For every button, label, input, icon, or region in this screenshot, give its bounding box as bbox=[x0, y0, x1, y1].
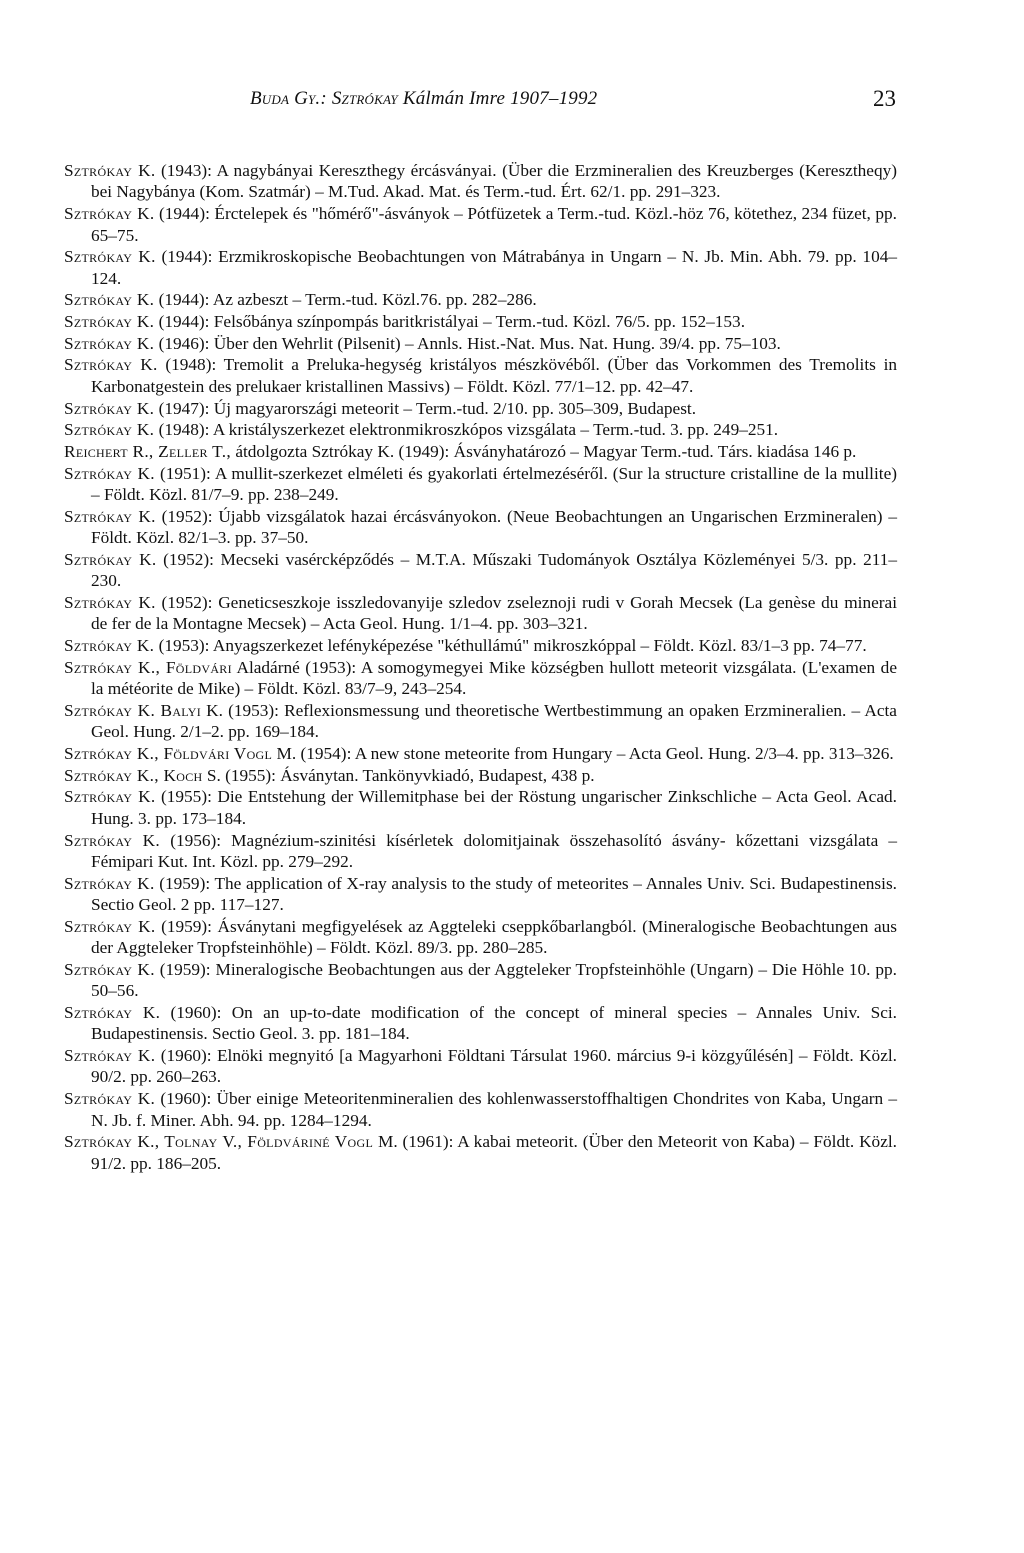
reference-entry bbox=[64, 959, 897, 1002]
reference-entry bbox=[64, 419, 897, 440]
reference-entry bbox=[64, 786, 897, 829]
reference-entry bbox=[64, 289, 897, 310]
reference-entry bbox=[64, 592, 897, 635]
reference-author: Sztrókay K. bbox=[64, 355, 158, 375]
reference-entry bbox=[64, 765, 897, 786]
reference-list bbox=[64, 160, 897, 1174]
reference-author: Sztrókay K. bbox=[64, 161, 156, 180]
reference-text: (1960): Über einige Meteoritenmineralien des kohlenwasserstoffhaltigen Chondrites von Kaba, Ungarn – N. Jb. f. Miner. Abh. 94. pp. 1284–1294. bbox=[91, 1089, 897, 1130]
reference-entry bbox=[64, 398, 897, 419]
reference-text: (1960): Elnöki megnyitó [a Magyarhoni Földtani Társulat 1960. március 9-i közgyűlésén] – Földt. Közl. 90/2. pp. 260–263. bbox=[91, 1046, 897, 1087]
reference-text: (1959): Ásványtani megfigyelések az Aggteleki cseppkőbarlangból. (Mineralogische Beobachtungen aus der Aggteleker Tropfsteinhöhle) – Földt. Közl. 89/3. pp. 280–285. bbox=[91, 916, 897, 958]
reference-author: Sztrókay K., Földvári bbox=[64, 657, 232, 677]
reference-entry bbox=[64, 1045, 897, 1088]
reference-entry bbox=[64, 441, 897, 462]
reference-text: (1952): Mecseki vasércképződés – M.T.A. Műszaki Tudományok Osztálya Közleményei 5/3. pp. 211–230. bbox=[91, 549, 897, 591]
reference-text: (1943): A nagybányai Kereszthegy ércásványai. (Über die Erzmineralien des Kreuzberges (Keresztheqy) bei Nagybánya (Kom. Szatmár) – M.Tud. Akad. Mat. és Term.-tud. Ért. 62/1. pp. 291–323. bbox=[91, 161, 897, 202]
reference-entry bbox=[64, 549, 897, 592]
reference-entry bbox=[64, 743, 897, 764]
reference-text: átdolgozta Sztrókay K. (1949): Ásványhatározó – Magyar Term.-tud. Társ. kiadása 146 p. bbox=[235, 441, 857, 461]
reference-author: Sztrókay K. bbox=[64, 959, 155, 979]
reference-author: Sztrókay K., Koch bbox=[64, 765, 203, 785]
reference-author: Sztrókay K. bbox=[64, 204, 155, 224]
reference-text: (1956): Magnézium-szinitési kísérletek dolomitjainak összehasolító ásvány- kőzettani vizsgálata – Fémipari Kut. Int. Közl. pp. 279–292. bbox=[91, 830, 898, 871]
reference-text: (1944): Erzmikroskopische Beobachtungen von Mátrabánya in Ungarn – N. Jb. Min. Abh. 79. pp. 104–124. bbox=[91, 247, 897, 288]
reference-author: Sztrókay K. bbox=[64, 787, 156, 807]
reference-text: (1947): Új magyarországi meteorit – Term.-tud. 2/10. pp. 305–309, Budapest. bbox=[158, 398, 697, 418]
reference-entry bbox=[64, 700, 897, 743]
reference-entry bbox=[64, 160, 897, 203]
reference-author: Sztrókay K., Tolnay V., Földváriné Vogl bbox=[64, 1132, 374, 1152]
reference-author: Sztrókay K., Földvári Vogl bbox=[64, 744, 273, 764]
reference-text: Aladárné (1953): A somogymegyei Mike községben hullott meteorit vizsgálata. (L'examen de la météorite de Mike) – Földt. Közl. 83/7–9, 243–254. bbox=[91, 657, 897, 699]
reference-entry bbox=[64, 463, 897, 506]
reference-text: (1948): A kristályszerkezet elektronmikroszkópos vizsgálata – Term.-tud. 3. pp. 249–251. bbox=[158, 420, 779, 440]
page-number: 23 bbox=[873, 86, 896, 111]
reference-entry bbox=[64, 354, 897, 397]
reference-text: (1952): Geneticseszkoje isszledovanyije szledov zseleznoji rudi v Gorah Mecsek (La genèse du minerai de fer de la Montagne Mecsek) – Acta Geol. Hung. 1/1–4. pp. 303–321. bbox=[91, 592, 897, 634]
reference-text: (1952): Újabb vizsgálatok hazai ércásványokon. (Neue Beobachtungen an Ungarischen Erzmineralen) – Földt. Közl. 82/1–3. pp. 37–50. bbox=[91, 506, 897, 548]
reference-author: Sztrókay K. bbox=[64, 1002, 161, 1022]
reference-entry bbox=[64, 1131, 897, 1174]
reference-author: Sztrókay K. bbox=[64, 873, 155, 893]
reference-author: Sztrókay K. bbox=[64, 1089, 156, 1109]
reference-entry bbox=[64, 1002, 897, 1045]
reference-entry bbox=[64, 657, 897, 700]
reference-author: Reichert R., Zeller T., bbox=[64, 441, 231, 461]
reference-text: (1946): Über den Wehrlit (Pilsenit) – Annls. Hist.-Nat. Mus. Nat. Hung. 39/4. pp. 75–103. bbox=[158, 333, 781, 353]
reference-entry bbox=[64, 916, 897, 959]
reference-text: M. (1954): A new stone meteorite from Hungary – Acta Geol. Hung. 2/3–4. pp. 313–326. bbox=[276, 744, 894, 764]
reference-author: Sztrókay K. bbox=[64, 549, 157, 569]
reference-entry bbox=[64, 1088, 897, 1131]
reference-author: Sztrókay K. bbox=[64, 592, 156, 612]
reference-text: (1951): A mullit-szerkezet elméleti és gyakorlati értelmezéséről. (Sur la structure cristalline de la mullite) – Földt. Közl. 81/7–9. pp. 238–249. bbox=[91, 463, 898, 505]
reference-entry bbox=[64, 311, 897, 332]
reference-entry bbox=[64, 506, 897, 549]
reference-text: (1959): The application of X-ray analysis to the study of meteorites – Annales Univ. Sci. Budapestinensis. Sectio Geol. 2 pp. 117–127. bbox=[91, 873, 898, 915]
reference-author: Sztrókay K. bbox=[64, 312, 155, 332]
reference-text: (1959): Mineralogische Beobachtungen aus der Aggteleker Tropfsteinhöhle (Ungarn) – Die Höhle 10. pp. 50–56. bbox=[91, 959, 897, 1001]
reference-text: (1944): Felsőbánya színpompás baritkristályai – Term.-tud. Közl. 76/5. pp. 152–153. bbox=[158, 312, 746, 332]
reference-text: K. (1953): Reflexionsmessung und theoretische Wertbestimmung an opaken Erzmineralien. – Acta Geol. Hung. 2/1–2. pp. 169–184. bbox=[91, 700, 897, 742]
reference-entry bbox=[64, 635, 897, 656]
running-head bbox=[250, 88, 597, 110]
reference-text: (1944): Az azbeszt – Term.-tud. Közl.76. pp. 282–286. bbox=[158, 290, 537, 310]
reference-entry bbox=[64, 873, 897, 916]
reference-text: S. (1955): Ásványtan. Tankönyvkiadó, Budapest, 438 p. bbox=[206, 765, 595, 785]
reference-author: Sztrókay K. bbox=[64, 398, 155, 418]
reference-author: Sztrókay K. bbox=[64, 830, 161, 850]
reference-text: (1953): Anyagszerkezet lefényképezése "kéthullámú" mikroszkóppal – Földt. Közl. 83/1–3 pp. 74–77. bbox=[158, 636, 867, 656]
running-head-title: Kálmán Imre 1907–1992 bbox=[402, 88, 598, 109]
reference-text: (1960): On an up-to-date modification of the concept of mineral species – Annales Univ. Sci. Budapestinensis. Sectio Geol. 3. pp. 181–184. bbox=[91, 1002, 897, 1044]
reference-author: Sztrókay K. Balyi bbox=[64, 700, 201, 720]
reference-author: Sztrókay K. bbox=[64, 290, 155, 310]
reference-text: (1955): Die Entstehung der Willemitphase bei der Röstung ungarischer Zinkschliche – Acta Geol. Acad. Hung. 3. pp. 173–184. bbox=[91, 787, 897, 828]
reference-entry bbox=[64, 203, 897, 246]
reference-author: Sztrókay K. bbox=[64, 420, 155, 440]
reference-text: (1948): Tremolit a Preluka-hegység kristályos mészkövéből. (Über das Vorkommen des Tremolits in Karbonatgestein des prelukaer kristallinen Massivs) – Földt. Közl. 77/1–12. pp. 42–47. bbox=[91, 355, 898, 396]
reference-author: Sztrókay K. bbox=[64, 247, 156, 267]
reference-author: Sztrókay K. bbox=[64, 506, 156, 526]
reference-author: Sztrókay K. bbox=[64, 463, 155, 483]
reference-author: Sztrókay K. bbox=[64, 636, 155, 656]
reference-entry bbox=[64, 830, 897, 873]
running-head-author: Buda Gy.: Sztrókay bbox=[250, 88, 398, 109]
reference-entry bbox=[64, 333, 897, 354]
reference-author: Sztrókay K. bbox=[64, 333, 155, 353]
reference-author: Sztrókay K. bbox=[64, 916, 156, 936]
reference-author: Sztrókay K. bbox=[64, 1046, 156, 1066]
reference-text: (1944): Érctelepek és "hőmérő"-ásványok – Pótfüzetek a Term.-tud. Közl.-höz 76, kötethez, 234 füzet, pp. 65–75. bbox=[91, 204, 897, 245]
reference-entry bbox=[64, 246, 897, 289]
reference-text: M. (1961): A kabai meteorit. (Über den Meteorit von Kaba) – Földt. Közl. 91/2. pp. 186–205. bbox=[91, 1132, 897, 1173]
